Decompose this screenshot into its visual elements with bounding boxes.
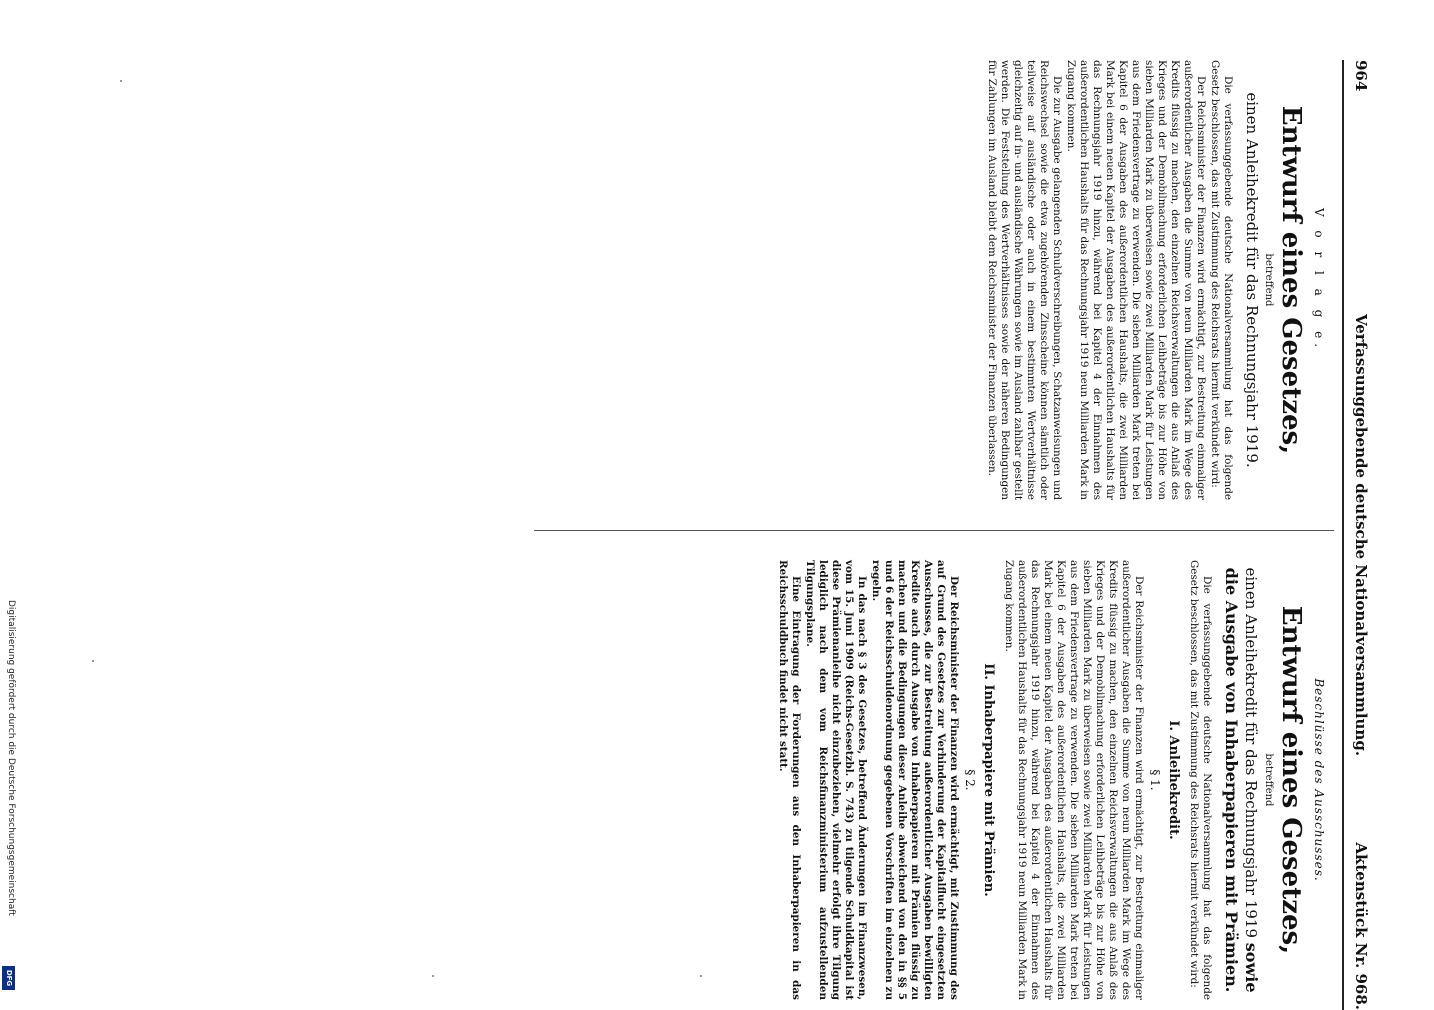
section-heading-2: II. Inhaberpapiere mit Prämien.: [981, 663, 996, 897]
paragraph-sign-1: § 1.: [1148, 769, 1162, 791]
digitization-credit: [2, 600, 16, 990]
section-heading-1: I. Anleihekredit.: [1166, 720, 1181, 840]
credit-text: Digitalisierung gefördert durch die Deutsche Forschungsgemeinschaft: [6, 600, 16, 916]
column-divider: [534, 530, 1334, 531]
document-number: Aktenstück Nr. 968.: [1352, 842, 1370, 1010]
column-vorlage: [984, 60, 1334, 500]
paragraph-sign-2: § 2.: [963, 769, 977, 791]
header-title: Verfassunggebende deutsche Nationalversammlung.: [1352, 313, 1370, 757]
right-subject-plain: einen Anleihekredit für das Rechnungsjahr 1919: [1242, 567, 1260, 939]
section2-paragraph: Der Reichsminister der Finanzen wird ermächtigt, mit Zustimmung des auf Grund des Gesetzes zur Verhinderung der Kapitalflucht eingesetzten Ausschusses, die zur Bestreitung außerordentlicher Ausgaben bewilligten Kredite auch durch Ausgabe von Inhaberpapieren mit Prämien flüssig zu machen und die Bedingungen dieser Anleihe abweichend von den in §§ 5 und 6 der Reichsschuldenordnung gegebenen Vorschriften im einzelnen zu regeln.: [870, 560, 960, 1000]
right-title: Entwurf eines Gesetzes,: [1276, 605, 1306, 955]
scan-speck: [92, 660, 94, 662]
rotated-document-page: [510, 60, 1370, 1010]
page-header: [1346, 60, 1370, 1010]
beschluesse-label: Beschlüsse des Ausschusses.: [1312, 678, 1326, 882]
section1-text: Der Reichsminister der Finanzen wird ermächtigt, zur Bestreitung einmaliger außerordentlicher Ausgaben die Summe von neun Milliarden Mark im Wege des Kredits flüssig zu machen, den einzelnen Reichsverwaltungen die aus Anlaß des Krieges und der Demobilmachung erforderlichen Leihbeträge bis zur Höhe von sieben Milliarden Mark zu überweisen sowie zwei Milliarden Mark für Leistungen aus dem Friedensvertrage zu verwenden. Die sieben Milliarden Mark treten bei Kapitel 6 der Ausgaben des außerordentlichen Haushalts, die zwei Milliarden Mark bei einem neuen Kapitel der Ausgaben des außerordentlichen Haushalts für das Rechnungsjahr 1919 hinzu, während bei Kapitel 4 der Einnahmen des außerordentlichen Haushalts für das Rechnungsjahr 1919 neun Milliarden Mark in Zugang kommen.: [1003, 560, 1145, 1000]
dfg-logo-text: DFG: [5, 969, 13, 987]
left-paragraph: Der Reichsminister der Finanzen wird ermächtigt, zur Bestreitung einmaliger außerordentlicher Ausgaben die Summe von neun Milliarden Mark im Wege des Kredits flüssig zu machen, den einzelnen Reichsverwaltungen die aus Anlaß des Krieges und der Demobilmachung erforderlichen Leihbeträge bis zur Höhe von sieben Milliarden Mark zu überweisen sowie zwei Milliarden Mark für Leistungen aus dem Friedensvertrage zu verwenden. Die sieben Milliarden Mark treten bei Kapitel 6 der Ausgaben des außerordentlichen Haushalts, die zwei Milliarden Mark bei einem neuen Kapitel der Ausgaben des außerordentlichen Haushalts für das Rechnungsjahr 1919 hinzu, während bei Kapitel 4 der Einnahmen des außerordentlichen Haushalts für das Rechnungsjahr 1919 neun Milliarden Mark in Zugang kommen.: [1065, 60, 1207, 500]
right-intro: Die verfassunggebende deutsche Nationalversammlung hat das folgende Gesetz beschlossen, das mit Zustimmung des Reichsrats hiermit verkündet wird:: [1188, 560, 1213, 1000]
left-paragraph: Die zur Ausgabe gelangenden Schuldverschreibungen, Schatzanweisungen und Reichswechsel sowie die etwa zugehörenden Zinsscheine können sämtlich oder teilweise auf ausländische oder auch in einem bestimmten Wertverhältnisse gleichzeitig auf in- und ausländische Währungen sowie im Ausland zahlbar gestellt werden. Die Feststellung des Wertverhältnisses sowie der näheren Bedingungen für Zahlungen im Ausland bleibt dem Reichsminister der Finanzen überlassen.: [986, 60, 1063, 500]
column-beschluesse: [775, 560, 1334, 1000]
right-subject: [1221, 566, 1261, 994]
scan-speck: [700, 975, 702, 977]
scan-speck: [432, 975, 434, 977]
page-number: 964: [1352, 60, 1370, 92]
left-title: Entwurf eines Gesetzes,: [1276, 105, 1306, 455]
right-betreffend: betreffend: [1263, 753, 1274, 807]
left-betreffend: betreffend: [1263, 253, 1274, 307]
vorlage-label: V o r l a g e.: [1312, 207, 1326, 353]
header-rule: [1342, 60, 1344, 1010]
dfg-logo: [2, 966, 15, 990]
section2-paragraph: In das nach § 3 des Gesetzes, betreffend Änderungen im Finanzwesen, vom 15. Juni 1909 (Reichs-Gesetzbl. S. 743) zu tilgende Schuldkapital ist diese Prämienanleihe nicht einzubeziehen, vielmehr erfolgt ihre Tilgung lediglich nach dem vom Reichsfinanzministerium aufzustellenden Tilgungsplane.: [804, 560, 868, 1000]
section2-paragraph: Eine Eintragung der Forderungen aus den Inhaberpapieren in das Reichsschuldbuch findet nicht statt.: [777, 560, 802, 1000]
right-subject-bold: sowie die Ausgabe von Inhaberpapieren mit Prämien.: [1222, 567, 1261, 993]
scan-speck: [120, 80, 122, 82]
left-subject: einen Anleihekredit für das Rechnungsjahr 1919.: [1243, 92, 1261, 468]
left-intro: Die verfassunggebende deutsche Nationalversammlung hat das folgende Gesetz beschlossen, das mit Zustimmung des Reichsrats hiermit verkündet wird:: [1209, 60, 1234, 500]
